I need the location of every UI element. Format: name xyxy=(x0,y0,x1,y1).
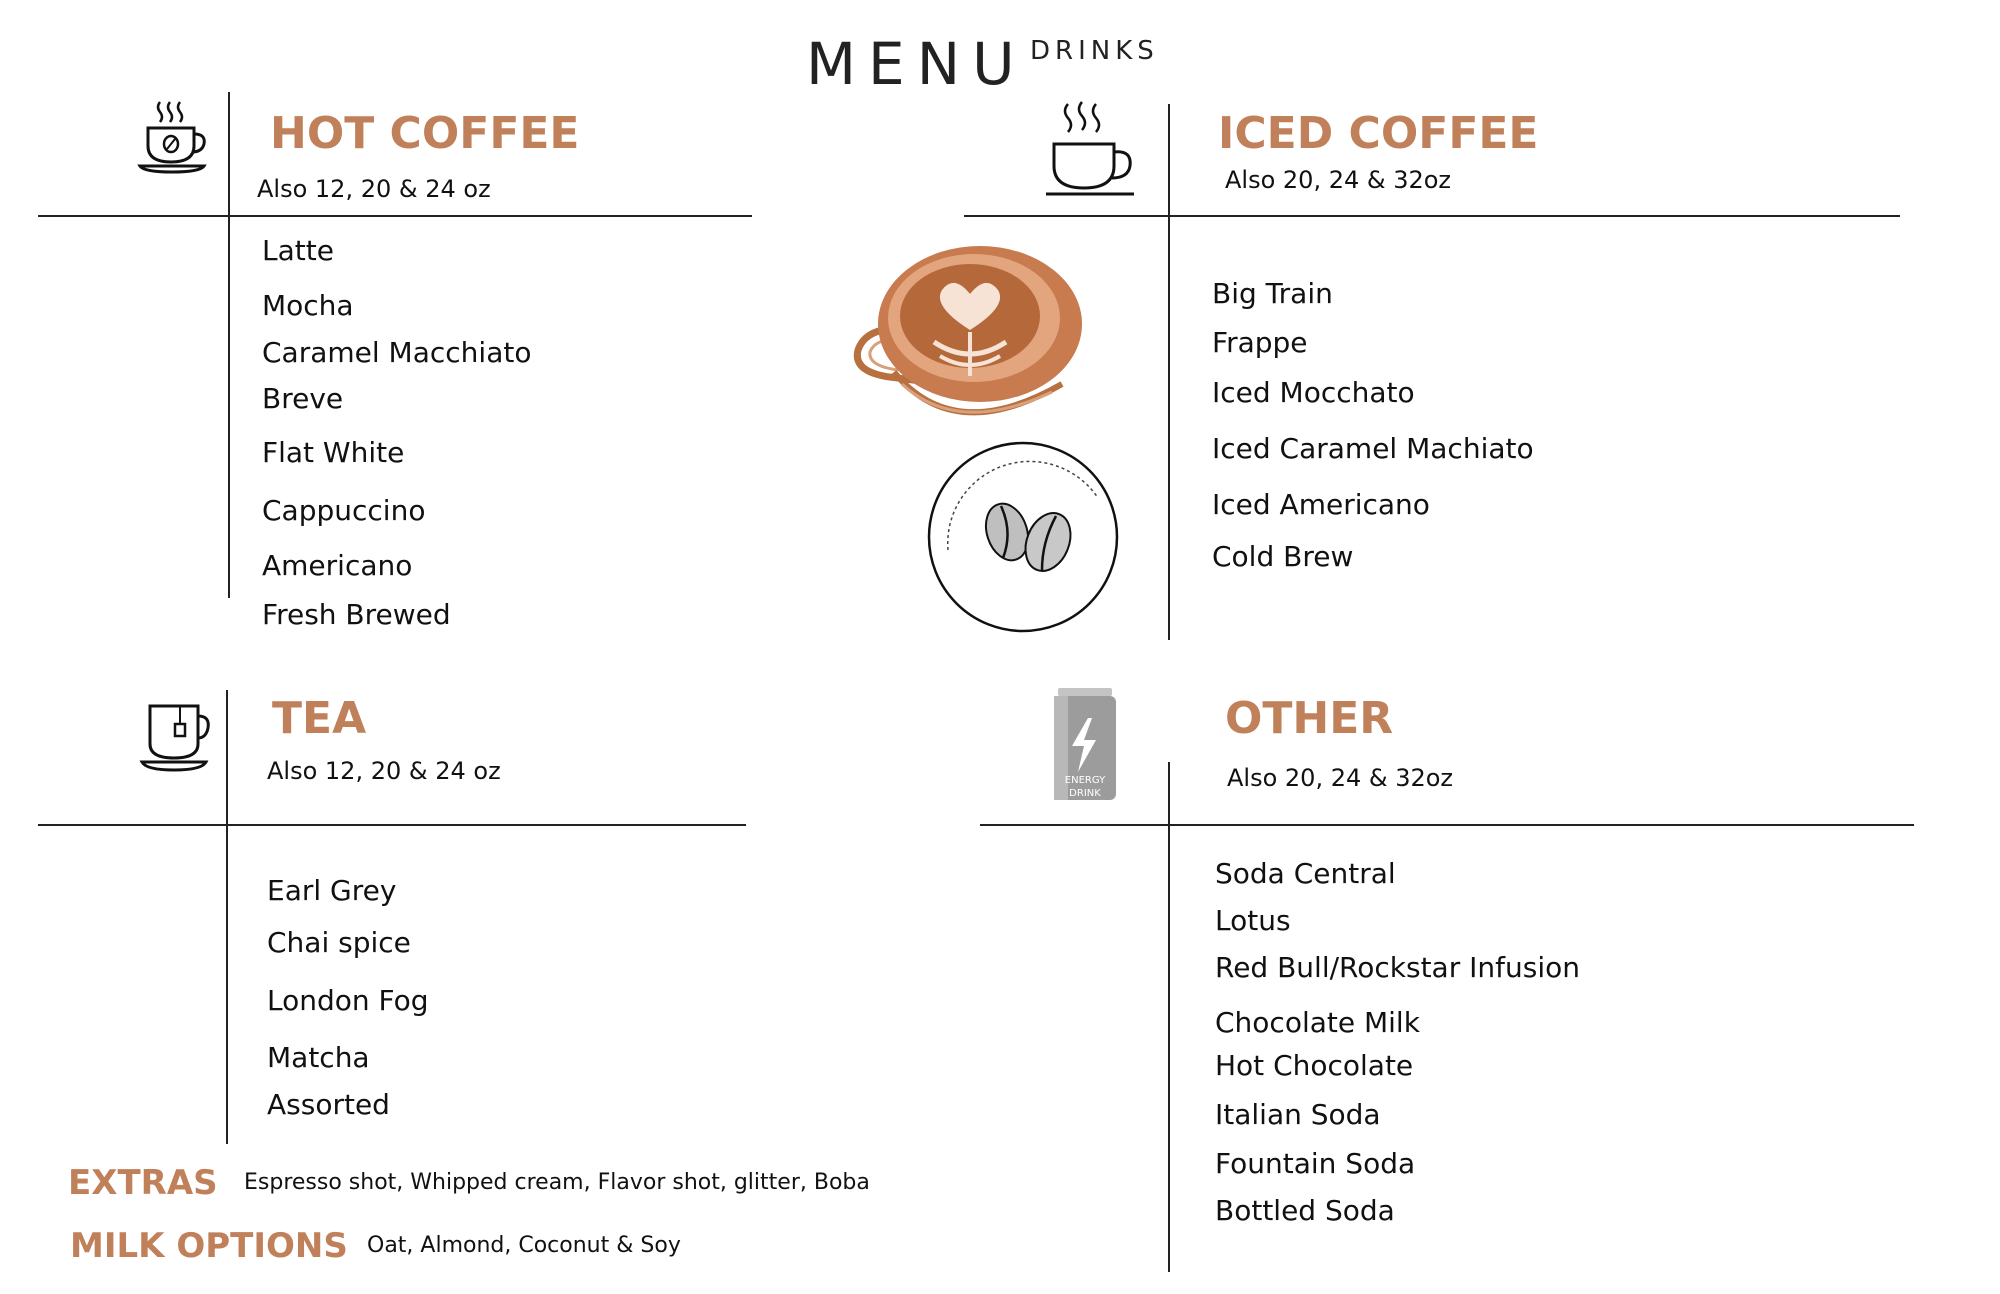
menu-item: Italian Soda xyxy=(1215,1098,1381,1131)
energy-can-label-line1: ENERGY xyxy=(1064,775,1106,786)
menu-item: Americano xyxy=(262,549,413,582)
latte-art-illustration xyxy=(842,244,1082,440)
extras-text: Espresso shot, Whipped cream, Flavor shot, glitter, Boba xyxy=(244,1170,870,1195)
menu-item: Iced Mocchato xyxy=(1212,376,1415,409)
steaming-cup-icon xyxy=(138,98,210,178)
tea-divider-horizontal xyxy=(38,824,746,826)
menu-item: Iced Americano xyxy=(1212,488,1430,521)
coffee-beans-plate-illustration xyxy=(926,440,1120,634)
menu-item: Cappuccino xyxy=(262,494,426,527)
menu-item: Matcha xyxy=(267,1041,370,1074)
tea-sizes: Also 12, 20 & 24 oz xyxy=(267,757,501,785)
menu-item: Cold Brew xyxy=(1212,540,1354,573)
iced-coffee-heading: ICED COFFEE xyxy=(1218,108,1539,159)
milk-options-label: MILK OPTIONS xyxy=(70,1226,348,1266)
other-divider-vertical xyxy=(1168,762,1170,1272)
tea-heading: TEA xyxy=(272,693,367,744)
menu-item: London Fog xyxy=(267,984,429,1017)
menu-item: Bottled Soda xyxy=(1215,1194,1395,1227)
iced-coffee-divider-horizontal xyxy=(964,215,1900,217)
other-heading: OTHER xyxy=(1225,693,1394,744)
menu-item: Iced Caramel Machiato xyxy=(1212,432,1534,465)
menu-item: Assorted xyxy=(267,1088,390,1121)
menu-item: Fountain Soda xyxy=(1215,1147,1416,1180)
tea-cup-icon xyxy=(142,702,212,774)
iced-coffee-divider-vertical xyxy=(1168,104,1170,640)
hot-coffee-sizes: Also 12, 20 & 24 oz xyxy=(257,175,491,203)
page-title: MENU xyxy=(806,30,1027,98)
hot-coffee-divider-vertical xyxy=(228,92,230,598)
menu-item: Lotus xyxy=(1215,904,1291,937)
hot-coffee-divider-horizontal xyxy=(38,215,752,217)
menu-item: Caramel Macchiato xyxy=(262,336,532,369)
menu-item: Earl Grey xyxy=(267,874,397,907)
menu-item: Chai spice xyxy=(267,926,411,959)
menu-item: Red Bull/Rockstar Infusion xyxy=(1215,951,1580,984)
menu-item: Breve xyxy=(262,382,344,415)
menu-item: Big Train xyxy=(1212,277,1333,310)
menu-item: Frappe xyxy=(1212,326,1308,359)
menu-item: Hot Chocolate xyxy=(1215,1049,1414,1082)
energy-drink-can-icon xyxy=(1054,688,1116,804)
other-divider-horizontal xyxy=(980,824,1914,826)
milk-options-text: Oat, Almond, Coconut & Soy xyxy=(367,1233,681,1258)
coffee-cup-icon xyxy=(1046,98,1142,198)
menu-item: Latte xyxy=(262,234,334,267)
menu-item: Flat White xyxy=(262,436,405,469)
menu-item: Mocha xyxy=(262,289,354,322)
tea-divider-vertical xyxy=(226,690,228,1144)
energy-can-label-line2: DRINK xyxy=(1069,788,1101,799)
page-subtitle: DRINKS xyxy=(1030,36,1159,66)
iced-coffee-sizes: Also 20, 24 & 32oz xyxy=(1225,166,1452,194)
menu-item: Chocolate Milk xyxy=(1215,1006,1420,1039)
hot-coffee-heading: HOT COFFEE xyxy=(270,108,580,159)
menu-item: Fresh Brewed xyxy=(262,598,451,631)
menu-item: Soda Central xyxy=(1215,857,1396,890)
extras-label: EXTRAS xyxy=(68,1163,218,1203)
other-sizes: Also 20, 24 & 32oz xyxy=(1227,764,1454,792)
